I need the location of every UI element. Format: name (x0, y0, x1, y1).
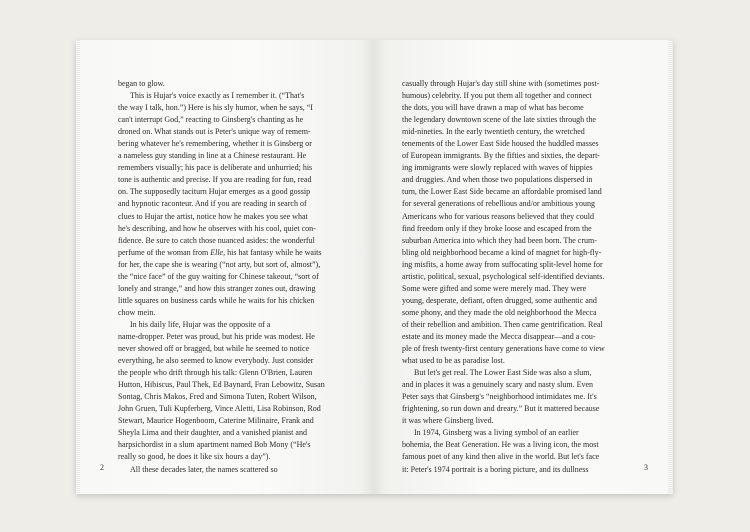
text-line: for her, the cape she is wearing (“not arty, but sort of, almost”), (118, 259, 321, 269)
text-line: little squares on business cards while he waits for his chicken (118, 295, 315, 305)
text-line: Americans who for various reasons believed that they could (402, 211, 594, 221)
paragraph (118, 464, 344, 476)
text-line: casually through Hujar's day still shine with (sometimes post- (402, 79, 600, 88)
text-line: and druggies. And when those two populations dispersed in (402, 175, 593, 185)
text-line: This is Hujar's voice exactly as I remember it. (“That's (130, 91, 305, 101)
text-line: and hypnotic raconteur. And if you are reading in search of (118, 199, 307, 209)
text-line: harpsichordist in a slum apartment named Bob Mony (“He's (118, 440, 311, 450)
text-line: lonely and strange,” and how this stranger zones out, drawing (118, 283, 316, 293)
text-line: really so good, he does it like six hours a day”). (118, 452, 271, 462)
text-line: All these decades later, the names scattered so (130, 464, 278, 474)
text-line: it was where Ginsberg lived. (402, 416, 494, 426)
open-book (76, 40, 673, 494)
text-line: never showed off or bragged, but while he seemed to notice (118, 344, 310, 354)
text-line: ple of fresh twenty-first century generations have come to view (402, 344, 605, 354)
text-line: everything, he also seemed to know everybody. Just consider (118, 356, 314, 366)
text-line: ing immigrants were slowly replaced with waves of hippies (402, 163, 593, 173)
text-line: artistic, political, sexual, psychological self-identified deviants. (402, 271, 605, 281)
text-line: and in places it was a genuinely scary and nasty slum. Even (402, 380, 594, 390)
text-line: Stewart, Maurice Hogenboom, Caterine Milinaire, Frank and (118, 416, 314, 426)
text-line: droned on. What stands out is Peter's unique way of remem- (118, 127, 311, 137)
text-line: Sontag, Chris Makos, Fred and Simona Tuten, Robert Wilson, (118, 392, 317, 402)
text-line: the way I talk, hon.”) Here is his sly humor, when he says, “I (118, 103, 313, 113)
text-line: mid-nineties. In the early twentieth century, the wretched (402, 127, 585, 137)
text-line: it: Peter's 1974 portrait is a boring picture, and its dullness (402, 464, 589, 474)
text-line: clues to Hujar the artist, notice how he makes you see what (118, 211, 308, 221)
paragraph (402, 78, 630, 367)
text-line: bohemia, the Beat Generation. He was a living icon, the most (402, 440, 599, 450)
text-line: remembers visually; his pace is deliberate and unhurried; his (118, 163, 313, 173)
text-line: humous) celebrity. If you put them all together and connect (402, 91, 592, 101)
text-line: In 1974, Ginsberg was a living symbol of an earlier (414, 428, 579, 438)
text-fragment: perfume of the woman from (118, 247, 211, 257)
text-line (118, 247, 344, 259)
text-line: turn, the Lower East Side became an affordable promised land (402, 187, 602, 197)
text-line: bling old neighborhood became a kind of magnet for high-fly- (402, 247, 602, 257)
text-line: famous poet of any kind then alive in the world. But let's face (402, 452, 600, 462)
text-line: find freedom only if they broke loose and escaped from the (402, 223, 592, 233)
paragraph (402, 367, 630, 427)
text-line: Peter says that Ginsberg's “neighborhood intimidates me. It's (402, 392, 597, 402)
text-line: can't interrupt God,” reacting to Ginsberg's chanting as he (118, 115, 304, 125)
text-line: Some were gifted and some were merely mad. They were (402, 283, 587, 293)
text-line: frightening, so run down and dreary.” But it mattered because (402, 404, 600, 414)
text-line: the “nice face” of the guy waiting for Chinese takeout, “sort of (118, 271, 319, 281)
text-line: of European immigrants. By the fifties and sixties, the depart- (402, 151, 600, 161)
paragraph (118, 78, 344, 90)
text-line: In his daily life, Hujar was the opposite of a (130, 319, 271, 329)
paragraph (118, 319, 344, 464)
text-line: Hutton, Hibiscus, Paul Thek, Ed Baynard, Fran Lebowitz, Susan (118, 380, 325, 390)
text-fragment: , his hat fantasy while he waits (223, 247, 322, 257)
text-line: fidence. Be sure to catch those nuanced asides: the wonderful (118, 235, 315, 245)
page-number-left: 2 (100, 463, 104, 472)
text-line: on. The supposedly taciturn Hujar emerges as a good gossip (118, 187, 311, 197)
text-line: Sheyla Lima and their daughter, and a vanished pianist and (118, 428, 307, 438)
text-line: for several generations of rebellious and/or ambitious young (402, 199, 596, 209)
text-line: he's describing, and how he observes with his cool, quiet con- (118, 223, 316, 233)
text-line: what used to be as paradise lost. (402, 356, 505, 366)
text-line: name-dropper. Peter was proud, but his pride was modest. He (118, 331, 315, 341)
text-line: began to glow. (118, 79, 165, 88)
left-page-text (118, 78, 344, 476)
text-line: suburban America into which they had been born. The crum- (402, 235, 597, 245)
text-line: But let's get real. The Lower East Side was also a slum, (414, 368, 592, 378)
text-line: ing misfits, a home away from suffocating split-level home for (402, 259, 603, 269)
left-page (76, 40, 374, 494)
text-line: of their rebellion and ambition. Then came gentrification. Real (402, 319, 603, 329)
text-line: estate and its money made the Mecca disappear—and a cou- (402, 331, 596, 341)
text-line: the legendary downtown scene of the late sixties through the (402, 115, 596, 125)
paragraph (402, 427, 630, 475)
paragraph (118, 90, 344, 319)
right-page-text (402, 78, 630, 476)
text-line: tenements of the Lower East Side housed the huddled masses (402, 139, 599, 149)
text-line: the dots, you will have drawn a map of what has become (402, 103, 584, 113)
text-line: some phony, and they made the old neighborhood the Mecca (402, 307, 597, 317)
right-page (374, 40, 672, 494)
text-line: a nameless guy standing in line at a Chinese restaurant. He (118, 151, 307, 161)
text-line: John Gruen, Tuli Kupferberg, Vince Aletti, Lisa Robinson, Rod (118, 404, 321, 414)
text-line: the people who drift through his talk: Glenn O'Brien, Lauren (118, 368, 313, 378)
text-line: bering whatever he's remembering, whether it is Ginsberg or (118, 139, 312, 149)
text-line: young, desperate, defiant, often drugged, some authentic and (402, 295, 597, 305)
magazine-title: Elle (210, 247, 224, 257)
text-line: tone is authentic and precise. If you are reading for fun, read (118, 175, 312, 185)
page-number-right: 3 (644, 463, 648, 472)
text-line: chow mein. (118, 307, 156, 317)
